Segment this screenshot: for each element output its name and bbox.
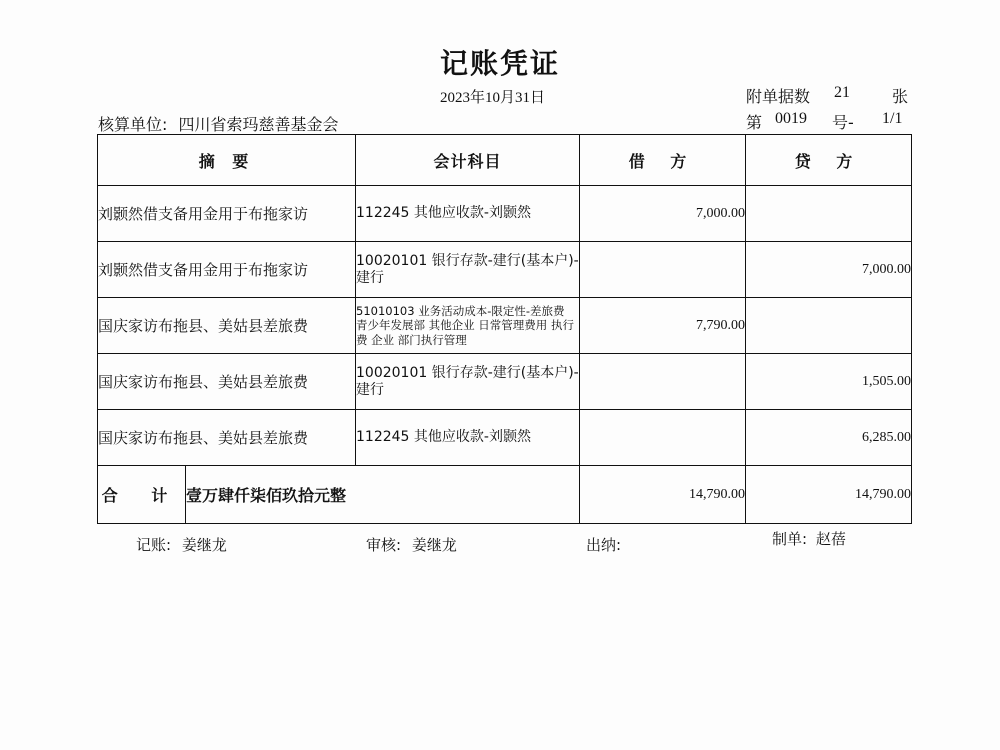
unit-label: 核算单位: [98, 115, 168, 134]
maker-name: 赵蓓 [815, 530, 846, 548]
row-debit: 7,790.00 [580, 298, 746, 354]
table-row [98, 298, 912, 354]
row-debit [580, 354, 746, 410]
bookkeeper-label: 记账: [136, 536, 172, 554]
row-subject: 112245 其他应收款-刘颢然 [356, 410, 580, 466]
total-amount-words: 壹万肆仟柒佰玖拾元整 [186, 466, 580, 524]
unit-name: 四川省索玛慈善基金会 [178, 115, 339, 134]
total-label: 合 计 [98, 466, 186, 524]
attachments-unit: 张 [892, 87, 909, 106]
voucher-number: 0019 [775, 110, 807, 127]
total-row [98, 466, 912, 524]
voucher-title: 记账凭证 [439, 47, 560, 80]
row-summary: 刘颢然借支备用金用于布拖家访 [98, 186, 356, 242]
footer-reviewer [366, 534, 457, 555]
total-credit: 14,790.00 [746, 466, 912, 524]
row-debit [580, 410, 746, 466]
col-subject-header: 会计科目 [356, 135, 580, 186]
row-credit: 1,505.00 [746, 354, 912, 410]
table-row [98, 186, 912, 242]
row-subject: 112245 其他应收款-刘颢然 [356, 186, 580, 242]
row-credit [746, 298, 912, 354]
reviewer-name: 姜继龙 [411, 536, 457, 554]
reviewer-label: 审核: [366, 536, 402, 554]
voucher-date: 2023年10月31日 [440, 90, 546, 106]
row-subject: 10020101 银行存款-建行(基本户)-建行 [356, 354, 580, 410]
row-debit: 7,000.00 [580, 186, 746, 242]
table-header-row [98, 135, 912, 186]
row-credit [746, 186, 912, 242]
accounting-unit [98, 112, 339, 135]
col-debit-header: 借 方 [580, 135, 746, 186]
row-summary: 国庆家访布拖县、美姑县差旅费 [98, 410, 356, 466]
bookkeeper-name: 姜继龙 [181, 536, 227, 554]
voucher-suffix: 号- [832, 113, 854, 132]
voucher-table [97, 134, 912, 524]
row-debit [580, 242, 746, 298]
col-credit-header: 贷 方 [746, 135, 912, 186]
voucher-prefix: 第 [746, 113, 763, 132]
cashier-label: 出纳: [586, 536, 622, 554]
row-subject: 51010103 业务活动成本-限定性-差旅费 青少年发展部 其他企业 日常管理费用 执行费 企业 部门执行管理 [356, 298, 580, 354]
attachments-count: 21 [834, 84, 850, 101]
table-row [98, 354, 912, 410]
footer-bookkeeper [136, 534, 227, 555]
attachments-label: 附单据数 [746, 87, 811, 106]
total-debit: 14,790.00 [580, 466, 746, 524]
row-credit: 7,000.00 [746, 242, 912, 298]
col-summary-header: 摘 要 [98, 135, 356, 186]
row-summary: 刘颢然借支备用金用于布拖家访 [98, 242, 356, 298]
table-row [98, 410, 912, 466]
row-subject: 10020101 银行存款-建行(基本户)-建行 [356, 242, 580, 298]
maker-label: 制单: [772, 530, 808, 548]
footer-cashier [586, 534, 627, 555]
row-summary: 国庆家访布拖县、美姑县差旅费 [98, 354, 356, 410]
footer-maker [772, 528, 846, 549]
table-row [98, 242, 912, 298]
voucher-page: 1/1 [882, 110, 903, 127]
row-summary: 国庆家访布拖县、美姑县差旅费 [98, 298, 356, 354]
row-credit: 6,285.00 [746, 410, 912, 466]
